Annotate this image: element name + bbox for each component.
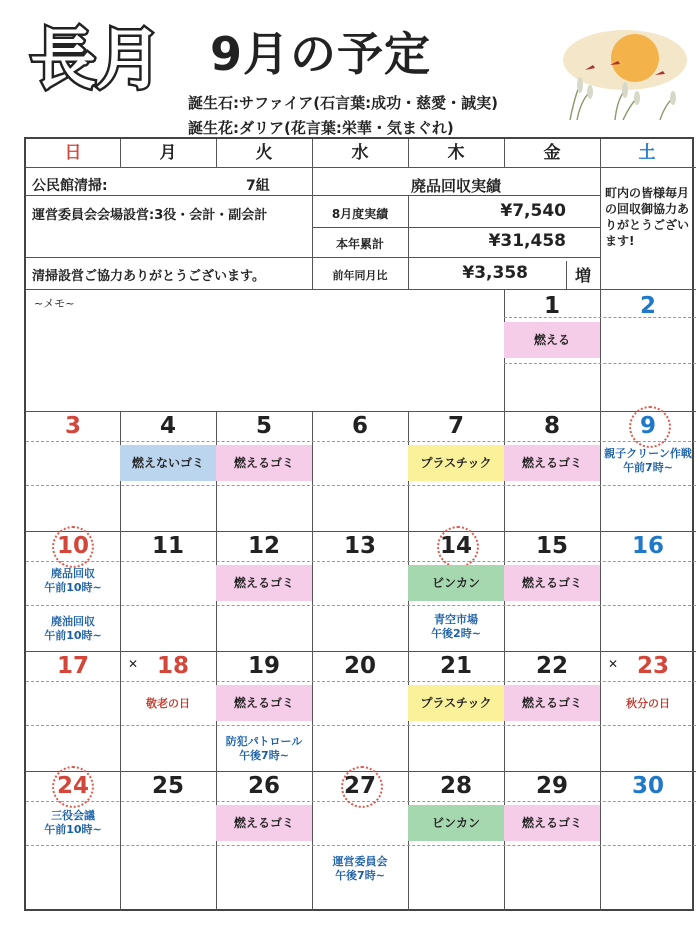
- day-12: 12: [247, 533, 280, 559]
- day-4: 4: [159, 413, 176, 439]
- year-label: 本年累計: [335, 237, 384, 251]
- day-26: 26: [247, 773, 280, 799]
- event-burnable: 燃えるゴミ: [216, 445, 312, 481]
- day-28: 28: [439, 773, 472, 799]
- day-2: 2: [639, 293, 656, 319]
- event-officers: 三役会議 午前10時~: [44, 809, 102, 836]
- day-25: 25: [151, 773, 184, 799]
- event-burnable: 燃えるゴミ: [216, 565, 312, 601]
- event-patrol: 防犯パトロール 午後7時~: [225, 735, 303, 762]
- event-non-burnable: 燃えないゴミ: [120, 445, 216, 481]
- day-22: 22: [535, 653, 568, 679]
- dow-sat: 土: [638, 143, 656, 163]
- event-burnable: 燃えるゴミ: [216, 685, 312, 721]
- aug-value: ¥7,540: [500, 201, 566, 221]
- event-respect-aged: 敬老の日: [146, 697, 190, 710]
- birthstone-text: 誕生石:サファイア(石言葉:成功・慈愛・誠実): [188, 94, 498, 112]
- day-24: 24: [56, 773, 89, 799]
- cleaning-label: 公民館清掃:: [32, 178, 108, 194]
- event-burnable: 燃えるゴミ: [216, 805, 312, 841]
- meeting-setup-text: 運営委員会会場設営:3役・会計・副会計: [32, 208, 268, 223]
- day-9: 9: [639, 413, 656, 439]
- event-burnable: 燃えるゴミ: [504, 445, 600, 481]
- day-27: 27: [343, 773, 376, 799]
- event-burnable: 燃えるゴミ: [504, 565, 600, 601]
- recycle-title: 廃品回収実績: [410, 177, 501, 195]
- event-bottles-cans: ビンカン: [408, 565, 504, 601]
- day-14: 14: [439, 533, 472, 559]
- dow-tue: 火: [255, 143, 273, 163]
- event-equinox: 秋分の日: [626, 697, 670, 710]
- flag-icon: ✕: [608, 657, 619, 671]
- event-plastic: プラスチック: [408, 685, 504, 721]
- day-16: 16: [631, 533, 664, 559]
- event-clean-op: 親子クリーン作戦 午前7時~: [604, 447, 692, 474]
- event-burnable: 燃える: [504, 322, 600, 358]
- day-5: 5: [255, 413, 272, 439]
- thanks-text: 清掃設営ご協力ありがとうございます。: [32, 269, 265, 284]
- event-burnable: 燃えるゴミ: [504, 805, 600, 841]
- aug-label: 8月度実績: [331, 207, 389, 221]
- memo-label: ~メモ~: [34, 297, 75, 310]
- day-3: 3: [64, 413, 81, 439]
- day-17: 17: [56, 653, 89, 679]
- day-6: 6: [351, 413, 368, 439]
- event-burnable: 燃えるゴミ: [504, 685, 600, 721]
- svg-text:長月: 長月: [30, 21, 162, 98]
- day-11: 11: [151, 533, 184, 559]
- prev-suffix: 増: [574, 266, 591, 285]
- side-note: 町内の皆様毎月の回収御協力ありがとうございます!: [605, 186, 690, 248]
- day-23: 23: [636, 653, 669, 679]
- day-20: 20: [343, 653, 376, 679]
- year-value: ¥31,458: [488, 231, 566, 251]
- dow-mon: 月: [159, 143, 177, 163]
- day-7: 7: [447, 413, 464, 439]
- day-10: 10: [56, 533, 89, 559]
- day-13: 13: [343, 533, 376, 559]
- birthflower-text: 誕生花:ダリア(花言葉:栄華・気まぐれ): [188, 119, 454, 137]
- day-30: 30: [631, 773, 664, 799]
- flag-icon: ✕: [128, 657, 139, 671]
- event-market: 青空市場 午後2時~: [431, 613, 481, 640]
- event-bottles-cans: ビンカン: [408, 805, 504, 841]
- event-plastic: プラスチック: [408, 445, 504, 481]
- day-21: 21: [439, 653, 472, 679]
- moon-grass-illustration: [555, 20, 690, 125]
- event-oil: 廃油回収 午前10時~: [44, 615, 102, 642]
- calendar-grid: [24, 137, 694, 911]
- day-19: 19: [247, 653, 280, 679]
- day-1: 1: [543, 293, 560, 319]
- cleaning-group: 7組: [246, 178, 270, 194]
- dow-thu: 木: [447, 143, 465, 163]
- event-committee: 運営委員会 午後7時~: [332, 855, 388, 882]
- dow-wed: 水: [351, 143, 369, 163]
- event-recycle: 廃品回収 午前10時~: [44, 567, 102, 594]
- day-18: 18: [156, 653, 189, 679]
- prev-label: 前年同月比: [332, 269, 388, 282]
- dow-sun: 日: [64, 143, 82, 163]
- dow-fri: 金: [543, 143, 561, 163]
- page-title: 9月の予定: [210, 27, 432, 81]
- title-kanji: [28, 10, 178, 100]
- day-15: 15: [535, 533, 568, 559]
- day-29: 29: [535, 773, 568, 799]
- day-8: 8: [543, 413, 560, 439]
- prev-value: ¥3,358: [462, 263, 528, 283]
